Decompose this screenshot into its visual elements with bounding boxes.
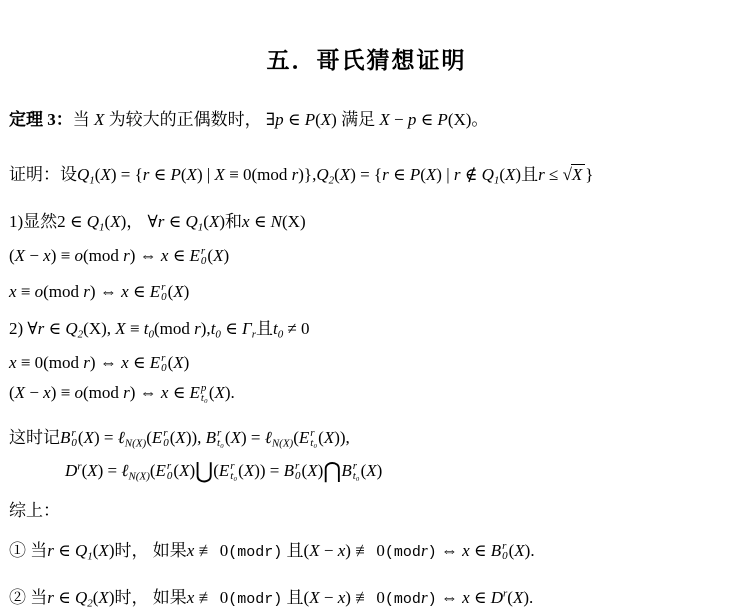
math-segment: r <box>83 282 90 301</box>
math-segment: − <box>319 588 338 607</box>
math-segment: 且 <box>255 319 273 338</box>
math-segment: x <box>186 541 195 560</box>
math-segment: )} <box>298 165 313 184</box>
math-segment: ∈ <box>168 383 190 402</box>
math-segment: ( <box>507 588 513 607</box>
math-segment: r <box>123 246 130 265</box>
math-segment: ① <box>9 541 31 560</box>
math-segment: X <box>115 319 126 338</box>
subsup-term: E r t₀ <box>298 427 318 450</box>
math-segment: ) <box>331 110 337 129</box>
math-segment: (mod <box>384 544 421 561</box>
math-segment: 当 <box>30 588 48 607</box>
math-segment: ) <box>223 246 230 265</box>
sub-term: $\Gamma_r$ <box>242 319 256 341</box>
proof-setup-line <box>9 161 724 188</box>
math-segment: ⇔ <box>436 588 463 607</box>
math-segment: − <box>25 246 44 265</box>
math-segment: ) <box>376 461 383 480</box>
math-segment: ) <box>120 212 127 231</box>
math-segment: (mod <box>384 591 421 608</box>
math-segment: X <box>230 428 241 447</box>
math-segment: (X) <box>83 319 107 338</box>
math-segment: P <box>170 165 181 184</box>
math-segment: ) = <box>240 428 265 447</box>
math-segment: ≢ 0 <box>194 541 229 560</box>
math-segment: 时， 如果 <box>114 588 187 607</box>
subsup-term: E r t₀ <box>218 460 238 483</box>
math-segment: ≤ <box>544 165 563 184</box>
math-segment: ( <box>203 212 209 231</box>
math-segment: ∈ <box>168 246 190 265</box>
math-segment: X <box>214 383 225 402</box>
sub-term: ℓ$_{N(X)}$ <box>117 428 147 450</box>
math-segment: ) ≢ 0 <box>345 588 385 607</box>
sub-term: $Q_1$ <box>86 212 105 234</box>
math-segment: N <box>270 212 283 231</box>
math-segment: ( <box>508 541 515 560</box>
math-segment: X <box>173 282 184 301</box>
math-segment: ( <box>238 461 244 480</box>
math-segment: ( <box>303 588 310 607</box>
math-segment: X <box>110 212 121 231</box>
math-segment: X <box>100 165 111 184</box>
math-segment: X <box>379 110 390 129</box>
math-segment: ( <box>224 428 231 447</box>
math-segment: X <box>243 461 255 480</box>
math-segment: ∈ <box>249 212 271 231</box>
math-segment: 综上： <box>9 501 60 520</box>
math-segment: ( <box>94 165 101 184</box>
math-segment: , <box>312 165 317 184</box>
math-segment: ∈ <box>469 588 491 607</box>
math-segment: ≡ <box>16 282 35 301</box>
math-segment: X <box>214 165 225 184</box>
math-segment: x <box>242 212 250 231</box>
math-segment: r <box>382 165 389 184</box>
math-segment: )), <box>185 428 206 447</box>
congruence2-line <box>9 278 724 305</box>
math-segment: 和 <box>225 212 243 231</box>
sub-term: $t_0$ <box>143 319 154 341</box>
math-segment: ( <box>167 353 174 372</box>
math-segment: ) <box>427 591 437 608</box>
math-segment: r <box>503 587 508 600</box>
math-segment: r <box>77 460 82 473</box>
math-segment: ) ⇔ <box>89 282 122 301</box>
math-segment: X <box>208 212 220 231</box>
math-segment: ∀ <box>143 212 158 231</box>
math-segment: ⋂ <box>323 458 342 483</box>
math-segment: o <box>34 282 44 301</box>
math-segment: ⇔ <box>436 541 463 560</box>
math-segment: X <box>14 383 26 402</box>
sub-term: ℓ$_{N(X)}$ <box>121 461 150 483</box>
sub-term: $Q_1$ <box>77 165 95 187</box>
math-segment: ∉ <box>460 165 482 184</box>
subsup-term: E p t₀ <box>189 382 208 405</box>
math-segment: X <box>98 588 109 607</box>
math-segment: X <box>14 246 26 265</box>
math-segment: X <box>514 541 525 560</box>
congruence1-line <box>9 242 724 269</box>
math-segment: ( <box>9 383 15 402</box>
case2-intro-line <box>9 315 724 342</box>
math-segment: )), <box>334 428 350 447</box>
summary-line <box>9 497 724 524</box>
math-segment: X <box>94 110 105 129</box>
math-segment: r <box>538 165 545 184</box>
math-segment: ) | <box>196 165 215 184</box>
math-segment: ) = { <box>350 165 383 184</box>
math-segment: x <box>186 588 195 607</box>
math-segment: ( <box>169 428 176 447</box>
math-segment: ) ≡ <box>50 383 75 402</box>
math-segment: (mod <box>43 282 84 301</box>
math-segment: 这时记 <box>9 428 60 447</box>
math-segment: D <box>490 588 503 607</box>
math-segment: x <box>337 541 346 560</box>
math-segment: ) <box>219 212 226 231</box>
math-segment: x <box>160 246 169 265</box>
math-segment: 为较大的正偶数时， <box>104 110 266 129</box>
math-segment: ( <box>104 212 111 231</box>
math-segment: x <box>9 282 17 301</box>
math-segment: 当 <box>72 110 94 129</box>
math-segment: ∃ <box>265 110 276 129</box>
math-segment: ) <box>317 461 324 480</box>
math-segment: ) <box>183 353 190 372</box>
math-segment: X <box>98 541 109 560</box>
math-segment: 满足 <box>336 110 380 129</box>
math-segment: x <box>121 282 129 301</box>
math-segment: ) | <box>436 165 454 184</box>
math-segment: ( <box>213 461 219 480</box>
sub-term: $Q_2$ <box>74 588 93 610</box>
math-segment: ≡ 0(mod <box>224 165 292 184</box>
math-segment: x <box>43 246 51 265</box>
sub-term: $t_0$ <box>272 319 284 341</box>
math-segment: ∈ <box>469 541 491 560</box>
math-segment: ) ≢ 0 <box>345 541 385 560</box>
math-segment: (X) <box>447 110 472 129</box>
sub-term: $Q_2$ <box>316 165 335 187</box>
math-segment: 。 <box>471 110 489 129</box>
definitions-line <box>9 424 724 451</box>
congruence3-line <box>9 349 724 376</box>
math-segment: 2) ∀ <box>9 319 38 338</box>
math-segment: ∈ <box>283 110 305 129</box>
math-segment: r <box>157 212 165 231</box>
math-segment: − <box>319 541 338 560</box>
math-segment: ∈ <box>44 319 66 338</box>
math-segment: )) = <box>254 461 284 480</box>
math-segment: ≢ 0 <box>194 588 229 607</box>
math-segment: ) <box>183 282 190 301</box>
math-segment: 证明：设 <box>9 165 77 184</box>
math-segment: r <box>453 165 461 184</box>
math-segment: x <box>462 588 470 607</box>
math-segment: X <box>505 165 516 184</box>
math-segment: P <box>409 165 421 184</box>
math-segment: P <box>437 110 448 129</box>
math-segment: ( <box>360 461 367 480</box>
math-segment: X <box>87 461 98 480</box>
math-segment: (mod <box>82 246 124 265</box>
math-segment: (mod <box>154 319 195 338</box>
math-segment: , <box>106 319 116 338</box>
math-segment: X <box>425 165 437 184</box>
math-segment: ( <box>167 282 174 301</box>
conclusion1-line <box>9 537 724 566</box>
math-segment: ( <box>173 461 180 480</box>
math-segment: 2 ∈ <box>57 212 87 231</box>
math-segment: r <box>420 541 428 560</box>
math-segment: ). <box>224 383 235 402</box>
sub-term: $Q_1$ <box>185 212 204 234</box>
math-segment: X <box>179 461 190 480</box>
subsup-term: E r 0 <box>149 352 167 375</box>
math-segment: ∈ <box>164 212 186 231</box>
math-segment: X <box>309 588 320 607</box>
math-segment: (modr) <box>228 544 283 561</box>
math-segment: ) <box>108 588 115 607</box>
math-segment: r <box>47 588 54 607</box>
math-segment: ( <box>293 428 299 447</box>
math-segment: ⋃ <box>195 458 214 483</box>
math-segment: ( <box>9 246 15 265</box>
subsup-term: B r t₀ <box>205 427 224 450</box>
math-segment: − <box>389 110 408 129</box>
math-segment: ( <box>334 165 340 184</box>
math-segment: ∈ <box>220 319 243 338</box>
subsup-term: B r t₀ <box>341 460 360 483</box>
math-segment: 定理 3： <box>9 110 73 129</box>
math-segment: 且 <box>521 165 539 184</box>
math-segment: ) = { <box>110 165 143 184</box>
math-segment: ), <box>200 319 211 338</box>
math-segment: r <box>83 353 90 372</box>
math-segment: 显然 <box>23 212 58 231</box>
math-segment: ( <box>180 165 187 184</box>
math-segment: X <box>320 110 332 129</box>
math-segment: ) ⇔ <box>89 353 122 372</box>
math-segment: X <box>512 588 524 607</box>
math-segment: X <box>323 428 335 447</box>
math-segment: ( <box>301 461 308 480</box>
math-segment: r <box>194 319 201 338</box>
math-segment: ) <box>189 461 196 480</box>
math-segment: x <box>9 353 17 372</box>
math-segment: ( <box>207 246 214 265</box>
math-segment: r <box>142 165 150 184</box>
subsup-term: E r 0 <box>151 427 169 450</box>
sqrt-expression: √X <box>563 165 586 184</box>
math-segment: 当 <box>30 541 48 560</box>
math-segment: − <box>25 383 44 402</box>
math-segment: ) ⇔ <box>129 383 161 402</box>
math-segment: ≡ <box>125 319 144 338</box>
math-segment: X <box>186 165 197 184</box>
math-segment: ( <box>92 541 99 560</box>
math-segment: ) <box>515 165 522 184</box>
math-segment: X <box>173 353 184 372</box>
math-segment: ， <box>126 212 144 231</box>
math-segment: ∈ <box>388 165 410 184</box>
math-segment: D <box>65 461 78 480</box>
math-segment: ) ⇔ <box>129 246 161 265</box>
math-segment: X <box>366 461 377 480</box>
math-segment: ( <box>318 428 324 447</box>
math-segment: 时， 如果 <box>114 541 187 560</box>
math-segment: P <box>304 110 316 129</box>
math-segment: ( <box>81 461 88 480</box>
sub-term: $Q_1$ <box>481 165 500 187</box>
math-segment: ) <box>108 541 115 560</box>
math-segment: r <box>37 319 45 338</box>
math-segment: X <box>175 428 186 447</box>
math-segment: ( <box>303 541 310 560</box>
math-segment: (mod <box>82 383 124 402</box>
math-segment: ∈ <box>128 353 150 372</box>
math-segment: o <box>74 246 83 265</box>
sub-term: ℓ$_{N(X)}$ <box>264 428 294 450</box>
math-segment: ) = <box>97 461 122 480</box>
math-segment: r <box>123 383 130 402</box>
theorem-3-line <box>9 106 724 133</box>
subsup-term: E r 0 <box>149 281 167 304</box>
math-segment: ( <box>149 461 156 480</box>
math-segment: (modr) <box>228 591 283 608</box>
page-title: 五．哥氏猜想证明 <box>266 48 467 73</box>
math-segment: } <box>585 165 594 184</box>
math-segment: X <box>307 461 318 480</box>
math-segment: r <box>47 541 54 560</box>
math-segment: ∈ <box>53 541 75 560</box>
math-segment: 1) <box>9 212 24 231</box>
math-segment: x <box>462 541 470 560</box>
subsup-term: E r 0 <box>155 460 173 483</box>
proof-body <box>9 106 724 612</box>
math-segment: X <box>83 428 94 447</box>
math-segment: ( <box>499 165 506 184</box>
math-segment: ( <box>208 383 215 402</box>
math-segment: ( <box>77 428 84 447</box>
d-definition-line <box>9 457 724 484</box>
math-segment: ). <box>524 541 535 560</box>
math-segment: ) <box>427 544 437 561</box>
math-segment: X <box>339 165 351 184</box>
math-segment: 且 <box>282 588 304 607</box>
math-segment: X <box>309 541 320 560</box>
sub-term: $Q_2$ <box>65 319 84 341</box>
math-segment: ② <box>9 588 31 607</box>
math-segment: ≠ 0 <box>283 319 310 338</box>
subsup-term: B r 0 <box>490 540 508 563</box>
math-segment: ∈ <box>416 110 438 129</box>
subsup-term: E r 0 <box>189 245 207 268</box>
math-segment: x <box>337 588 346 607</box>
subsup-term: B r 0 <box>283 460 301 483</box>
math-segment: r <box>291 165 299 184</box>
math-segment: x <box>160 383 169 402</box>
math-segment: ( <box>420 165 426 184</box>
conclusion2-line <box>9 584 724 612</box>
math-segment: X <box>213 246 224 265</box>
math-segment: ( <box>146 428 152 447</box>
congruence4-line <box>9 379 724 406</box>
math-segment: ( <box>92 588 99 607</box>
case1-intro-line <box>9 208 724 235</box>
math-segment: p <box>407 110 417 129</box>
math-segment: ) ≡ <box>50 246 75 265</box>
math-segment: ( <box>315 110 321 129</box>
math-segment: x <box>43 383 51 402</box>
math-segment: ∈ <box>149 165 171 184</box>
sub-term: $t_0$ <box>210 319 221 341</box>
math-segment: 且 <box>282 541 304 560</box>
math-segment: o <box>74 383 83 402</box>
math-segment: ∈ <box>128 282 150 301</box>
subsup-term: B r 0 <box>60 427 77 450</box>
math-segment: ≡ 0(mod <box>16 353 84 372</box>
math-segment: ). <box>523 588 534 607</box>
math-segment: ∈ <box>53 588 75 607</box>
sub-term: $Q_1$ <box>74 541 93 563</box>
math-segment: r <box>420 588 428 607</box>
math-segment: (X) <box>282 212 306 231</box>
math-segment: p <box>275 110 284 129</box>
math-segment: ) = <box>93 428 118 447</box>
math-segment: x <box>121 353 129 372</box>
